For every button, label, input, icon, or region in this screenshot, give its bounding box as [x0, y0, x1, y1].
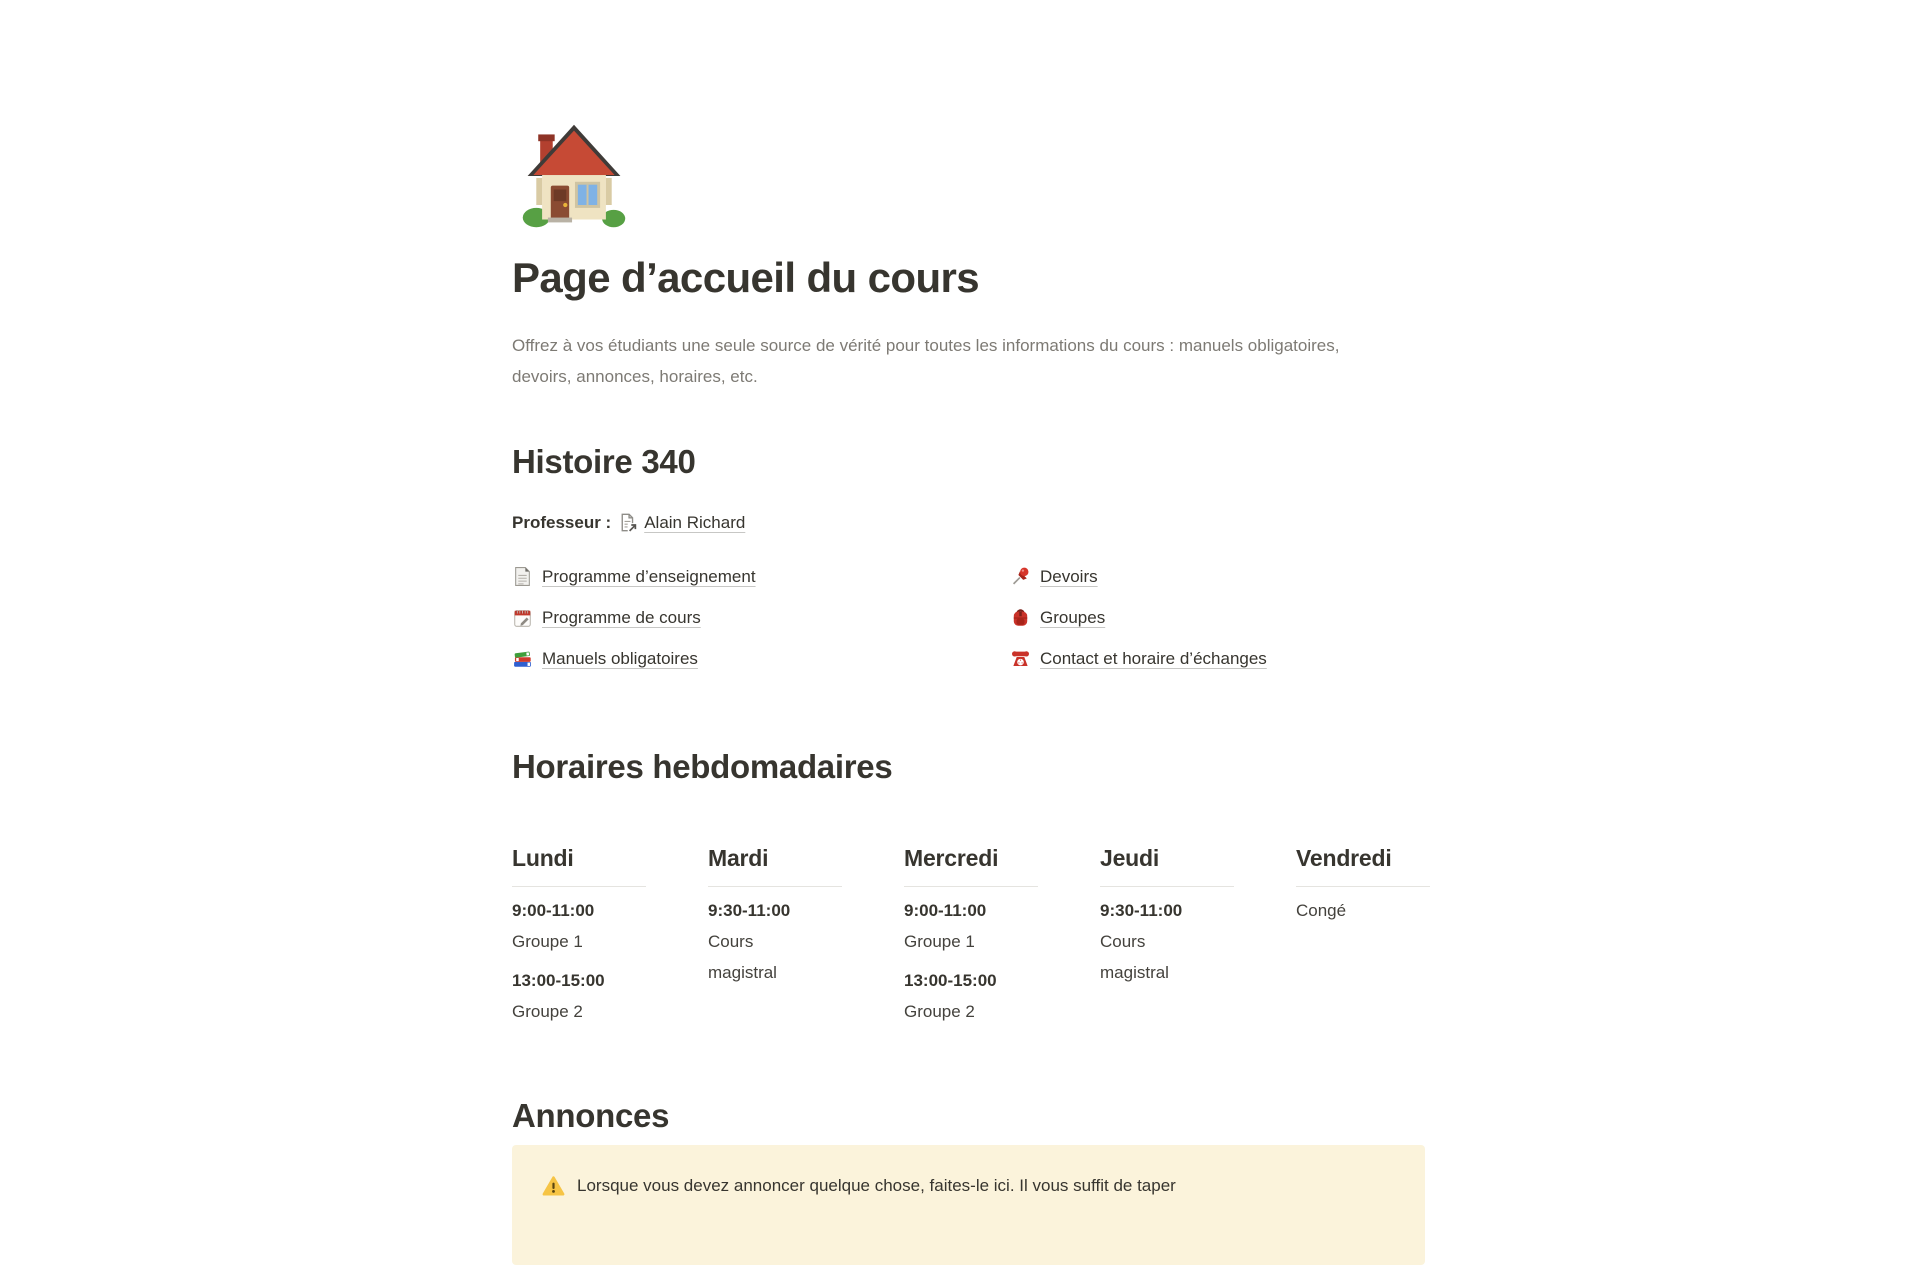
- course-homepage: [512, 0, 1428, 1256]
- page-link-icon: [617, 512, 638, 533]
- session-time: 9:30-11:00: [1100, 901, 1183, 920]
- link-groupes[interactable]: Groupes: [1040, 607, 1106, 627]
- day-divider: [1100, 886, 1234, 887]
- schedule-session: [1100, 895, 1234, 988]
- course-link-row: [1010, 556, 1428, 597]
- course-heading: Histoire 340: [512, 443, 696, 480]
- session-label: Groupe 1: [512, 932, 583, 951]
- link-devoirs[interactable]: Devoirs: [1040, 566, 1098, 586]
- link-programme-d-enseignement[interactable]: Programme d’enseignement: [542, 566, 756, 586]
- session-time: 13:00-15:00: [512, 971, 605, 990]
- course-link-row: [512, 638, 1010, 679]
- course-link-row: [1010, 597, 1428, 638]
- announcement-callout-text: Lorsque vous devez annoncer quelque chose, faites-le ici. Il vous suffit de taper: [577, 1176, 1176, 1195]
- course-links-right: [1010, 556, 1428, 679]
- schedule-session: [512, 965, 646, 1027]
- day-name: Vendredi: [1296, 845, 1392, 871]
- day-divider: [708, 886, 842, 887]
- warning-icon: [542, 1175, 565, 1197]
- schedule-heading: Horaires hebdomadaires: [512, 748, 893, 785]
- page-title: Page d’accueil du cours: [512, 254, 980, 301]
- page-description: Offrez à vos étudiants une seule source de vérité pour toutes les informations du cours : manuels obligatoires, devoirs, annonces, horaires, etc.: [512, 336, 1340, 386]
- schedule-session: [708, 895, 842, 988]
- session-label: Groupe 2: [512, 1002, 583, 1021]
- day-column-vendredi: [1296, 843, 1430, 1027]
- session-label: Groupe 1: [904, 932, 975, 951]
- schedule-session: [512, 895, 646, 957]
- house-icon[interactable]: [516, 118, 632, 234]
- schedule-session: [904, 895, 1038, 957]
- session-label: Cours magistral: [1100, 932, 1169, 982]
- course-link-row: [1010, 638, 1428, 679]
- books-icon: [512, 648, 533, 669]
- session-label: Congé: [1296, 901, 1347, 920]
- professor-line: [512, 510, 1428, 535]
- day-column-lundi: [512, 843, 646, 1027]
- pushpin-icon: [1010, 566, 1031, 587]
- day-divider: [904, 886, 1038, 887]
- day-name: Jeudi: [1100, 845, 1160, 871]
- course-links-left: [512, 556, 1010, 679]
- weekly-schedule: [512, 843, 1428, 1027]
- course-links-columns: [512, 556, 1428, 679]
- session-time: 9:00-11:00: [904, 901, 987, 920]
- session-label: Cours magistral: [708, 932, 777, 982]
- session-time: 9:00-11:00: [512, 901, 595, 920]
- page-icon: [512, 566, 533, 587]
- link-manuels-obligatoires[interactable]: Manuels obligatoires: [542, 648, 698, 668]
- course-link-row: [512, 597, 1010, 638]
- day-divider: [1296, 886, 1430, 887]
- session-time: 9:30-11:00: [708, 901, 791, 920]
- schedule-session: [904, 965, 1038, 1027]
- day-column-mercredi: [904, 843, 1038, 1027]
- day-name: Mercredi: [904, 845, 999, 871]
- session-time: 13:00-15:00: [904, 971, 997, 990]
- announcement-callout[interactable]: [512, 1145, 1425, 1265]
- announcements-heading: Annonces: [512, 1097, 670, 1134]
- telephone-icon: [1010, 648, 1031, 669]
- schedule-session: [1296, 895, 1430, 926]
- day-divider: [512, 886, 646, 887]
- calendar-icon: [512, 607, 533, 628]
- link-contact-et-horaire-d-echanges[interactable]: Contact et horaire d’échanges: [1040, 648, 1267, 668]
- professor-label: Professeur :: [512, 513, 612, 532]
- session-label: Groupe 2: [904, 1002, 975, 1021]
- day-column-jeudi: [1100, 843, 1234, 1027]
- day-column-mardi: [708, 843, 842, 1027]
- course-link-row: [512, 556, 1010, 597]
- day-name: Lundi: [512, 845, 574, 871]
- link-programme-de-cours[interactable]: Programme de cours: [542, 607, 701, 627]
- day-name: Mardi: [708, 845, 769, 871]
- professor-page-link[interactable]: Alain Richard: [644, 513, 746, 532]
- backpack-icon: [1010, 607, 1031, 628]
